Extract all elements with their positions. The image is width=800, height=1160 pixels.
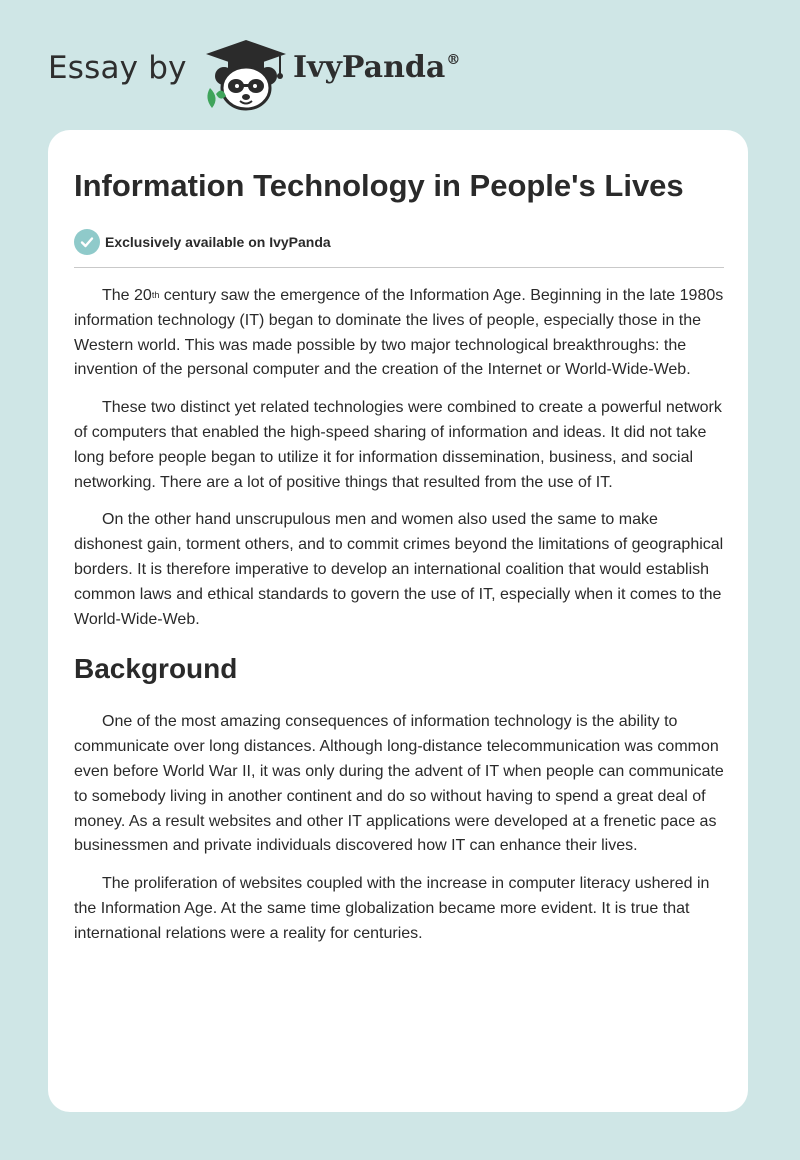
section-heading-background: Background	[74, 653, 238, 685]
badge-text: Exclusively available on IvyPanda	[105, 234, 331, 250]
panda-graduate-logo-icon[interactable]	[202, 36, 290, 112]
paragraph-3: On the other hand unscrupulous men and women also used the same to make dishonest gain, torment others, and to commit crimes beyond the limitations of geographical borders. It is therefore imperative to develop an international coalition that would establish common laws and ethical standards to govern the use of IT, especially when it comes to the World-Wide-Web.	[74, 511, 724, 628]
essay-card	[48, 130, 748, 1112]
paragraph-1: The 20th century saw the emergence of the Information Age. Beginning in the late 1980s information technology (IT) began to dominate the lives of people, especially those in the Western world. This was made possible by two major technological breakthroughs: the invention of the personal computer and the creation of the Internet or World-Wide-Web.	[74, 287, 724, 379]
check-icon	[74, 229, 100, 255]
brand-prefix: Essay by	[48, 50, 187, 86]
paragraph-2: These two distinct yet related technologies were combined to create a powerful network of computers that enabled the high-speed sharing of information and ideas. It did not take long before people began to utilize it for information dissemination, business, and social networking. There are a lot of positive things that resulted from the use of IT.	[74, 399, 722, 491]
site-header	[48, 34, 548, 114]
brand-name: IvyPanda®	[293, 50, 461, 85]
exclusive-badge	[74, 228, 724, 256]
paragraph-4: One of the most amazing consequences of information technology is the ability to communicate over long distances. Although long-distance telecommunication was common even before World War II, it was only during the advent of IT when people can communicate to somebody living in another continent and do so without having to spend a great deal of money. As a result websites and other IT applications were developed at a frenetic pace as businessmen and private individuals discovered how IT can enhance their lives.	[74, 713, 724, 855]
paragraph-5: The proliferation of websites coupled with the increase in computer literacy ushered in the Information Age. At the same time globalization became more evident. It is true that international relations were a reality for centuries.	[74, 875, 710, 942]
essay-content	[74, 166, 724, 947]
divider	[74, 267, 724, 268]
page-title: Information Technology in People's Lives	[74, 168, 684, 203]
